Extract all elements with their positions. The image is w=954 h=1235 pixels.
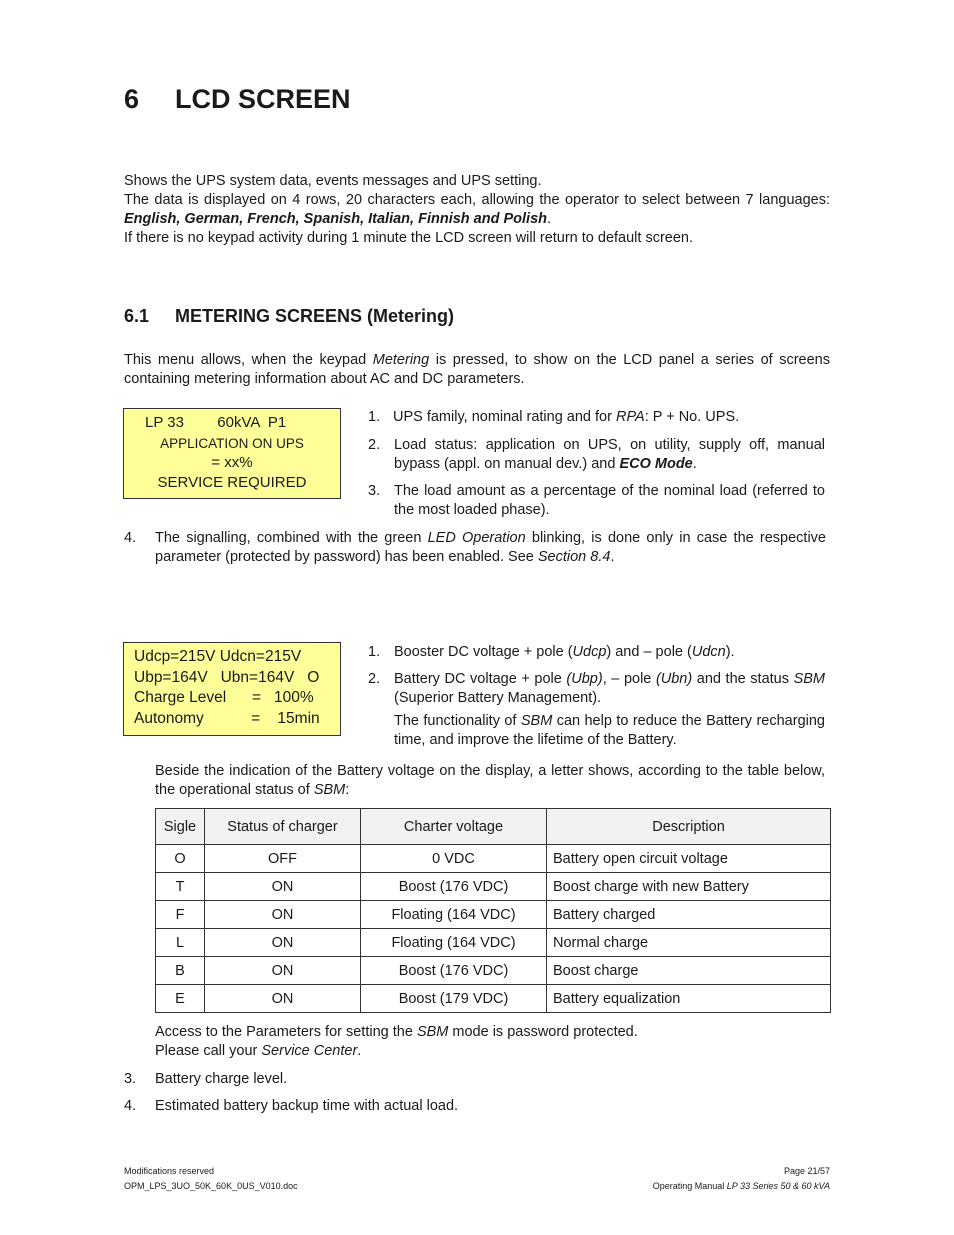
cell-voltage: Floating (164 VDC) [361,901,547,929]
intro-line-3: If there is no keypad activity during 1 minute the LCD screen will return to default screen. [124,230,694,246]
manual-title: Operating Manual LP 33 Series 50 & 60 kVA [652,1181,830,1191]
footer-left [124,1164,298,1194]
cell-description: Boost charge with new Battery [547,873,831,901]
cell-description: Battery equalization [547,985,831,1013]
lcd2-row-4: Autonomy = 15min [134,709,320,727]
lcd2-row-3: Charge Level = 100% [134,689,314,706]
list3-item-3: 3. Battery charge level. [124,1071,288,1087]
col-header: Sigle [156,809,205,845]
list1-item-1: 1. UPS family, nominal rating and for RPA: P + No. UPS. [368,409,740,425]
cell-description: Normal charge [547,929,831,957]
col-header: Description [547,809,831,845]
lcd1-row-2: APPLICATION ON UPS [160,435,304,451]
lcd1-row-3: = xx% [211,453,253,471]
lcd2-row-2: Ubp=164V Ubn=164V O [134,668,320,686]
languages-list: English, German, French, Spanish, Italian, Finnish and Polish [124,211,547,227]
table-row [156,901,831,929]
table-row [156,957,831,985]
page-number: Page 21/57 [783,1166,830,1176]
cell-sigle: L [156,929,205,957]
section-title: METERING SCREENS (Metering) [175,306,455,326]
lcd-screen-battery [123,642,341,736]
intro-line-1: Shows the UPS system data, events messages and UPS setting. [124,173,542,189]
list2-item-1: 1. Booster DC voltage + pole (Udcp) and – pole (Udcn). [368,644,735,660]
col-header: Charter voltage [361,809,547,845]
col-header: Status of charger [205,809,361,845]
section-intro: This menu allows, when the keypad Metering is pressed, to show on the LCD panel a series of screens containing metering information about AC and DC parameters. [124,352,830,387]
lcd2-row-1: Udcp=215V Udcn=215V [134,648,302,665]
sbm-status-table [155,808,831,1013]
access-paragraph: Access to the Parameters for setting the SBM mode is password protected. Please call your Service Center. [155,1024,638,1059]
section-number: 6.1 [124,306,150,326]
cell-voltage: Boost (179 VDC) [361,985,547,1013]
cell-voltage: Floating (164 VDC) [361,929,547,957]
table-header-row [156,809,831,845]
cell-status: ON [205,985,361,1013]
cell-description: Boost charge [547,957,831,985]
lcd1-row-4: SERVICE REQUIRED [157,474,307,491]
intro-line-2: The data is displayed on 4 rows, 20 characters each, allowing the operator to select between 7 languages: English, German, French, Spanish, Italian, Finnish and Polish. [124,192,830,227]
list1-item-3: 3. The load amount as a percentage of the nominal load (referred to the most loaded phase). [368,483,825,518]
list2-item-2: 2. Battery DC voltage + pole (Ubp), – pole (Ubn) and the status SBM (Superior Battery Management). [368,671,825,706]
cell-sigle: B [156,957,205,985]
cell-description: Battery open circuit voltage [547,845,831,873]
cell-status: ON [205,873,361,901]
lcd1-row-1: LP 33 60kVA P1 [145,414,287,431]
cell-voltage: 0 VDC [361,845,547,873]
beside-paragraph: Beside the indication of the Battery voltage on the display, a letter shows, according to the table below, the operational status of SBM: [155,763,825,798]
table-row [156,929,831,957]
list1-item-4: 4. The signalling, combined with the green LED Operation blinking, is done only in case the respective parameter (protected by password) has been enabled. See Section 8.4. [124,530,826,565]
cell-sigle: E [156,985,205,1013]
table-row [156,873,831,901]
cell-status: OFF [205,845,361,873]
lcd-screen-status [123,408,341,499]
cell-status: ON [205,929,361,957]
cell-status: ON [205,901,361,929]
service-center: Service Center [261,1043,358,1059]
cell-sigle: T [156,873,205,901]
cell-status: ON [205,957,361,985]
cell-sigle: O [156,845,205,873]
cell-sigle: F [156,901,205,929]
chapter-title: LCD SCREEN [175,84,351,114]
footer-right [653,1164,830,1194]
sbm-functionality: The functionality of SBM can help to reduce the Battery recharging time, and improve the lifetime of the Battery. [394,713,825,748]
chapter-number: 6 [124,84,140,114]
cell-description: Battery charged [547,901,831,929]
list3-item-4: 4. Estimated battery backup time with actual load. [124,1098,459,1114]
table-row [156,845,831,873]
cell-voltage: Boost (176 VDC) [361,873,547,901]
list1-item-2: 2. Load status: application on UPS, on utility, supply off, manual bypass (appl. on manual dev.) and ECO Mode. [368,437,825,472]
footer-filename: OPM_LPS_3UO_50K_60K_0US_V010.doc [124,1181,298,1191]
table-row [156,985,831,1013]
footer-modifications: Modifications reserved [124,1166,215,1176]
cell-voltage: Boost (176 VDC) [361,957,547,985]
intro-paragraph [124,172,830,248]
